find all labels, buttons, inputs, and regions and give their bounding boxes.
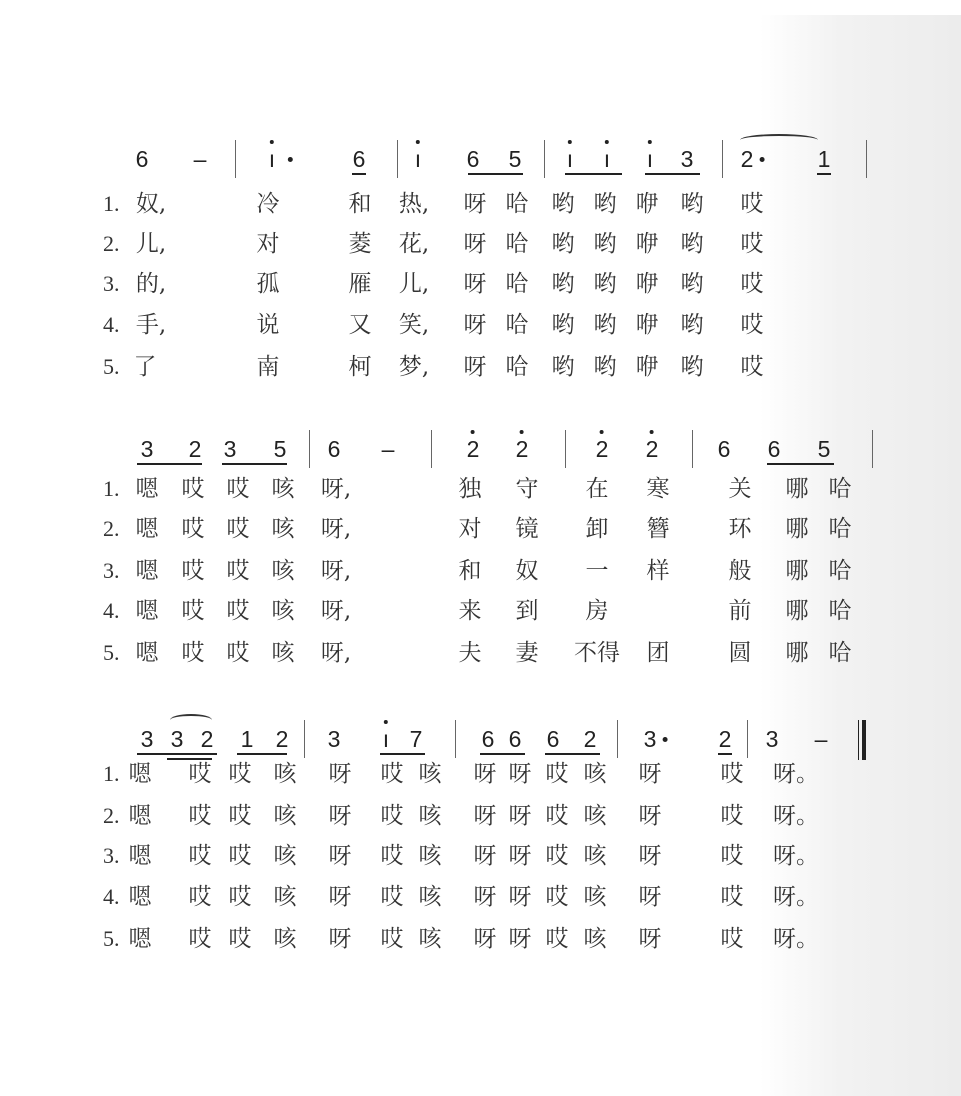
lyric-word: 前: [728, 598, 752, 624]
lyric-word: 呀: [473, 843, 497, 869]
lyric-word: 哎: [740, 191, 764, 217]
verse-number: 2.: [103, 231, 120, 256]
lyric-word: 呀: [328, 761, 352, 787]
note-6: 6: [546, 726, 560, 752]
lyric-word: 孤: [256, 271, 280, 297]
lyric-word: 呀: [473, 803, 497, 829]
lyric-word: 呀: [473, 926, 497, 952]
note-6: 6: [466, 146, 480, 172]
note-i: ı: [567, 148, 573, 171]
lyric-word: 嗯: [128, 761, 152, 787]
note-3: 3: [140, 726, 154, 752]
final-barline-thin: [858, 720, 859, 760]
note-2: 2: [741, 148, 754, 171]
lyric-word: 嗯: [128, 926, 152, 952]
lyric-word: 哎: [545, 843, 569, 869]
lyric-word: 呀,: [320, 640, 352, 666]
note-2: 2: [188, 436, 202, 462]
verse-number: 3.: [103, 271, 120, 296]
lyric-word: 哎: [380, 803, 404, 829]
lyric-word: 哎: [740, 312, 764, 338]
lyric-word: 呀,: [320, 598, 352, 624]
lyric-word: 哎: [545, 884, 569, 910]
lyric-word: 咳: [583, 884, 607, 910]
note-3: 3: [140, 436, 154, 462]
note-5: 5: [508, 146, 522, 172]
lyric-word: 手,: [135, 312, 167, 338]
lyric-word: 哪: [785, 640, 809, 666]
lyric-word: 咿: [635, 312, 659, 338]
barline: [235, 140, 236, 178]
note-1: 1: [817, 146, 831, 172]
lyric-word: 哈: [505, 191, 529, 217]
lyric-word: 呀: [463, 312, 487, 338]
lyric-word: 哎: [181, 558, 205, 584]
lyric-word: 的,: [135, 271, 167, 297]
octave-dot-above: [471, 430, 475, 434]
lyric-word: 哪: [785, 558, 809, 584]
verse-number: 2.: [103, 803, 120, 828]
verse-number: 1.: [103, 191, 120, 216]
lyric-word: 说: [256, 312, 280, 338]
lyric-word: 哎: [226, 640, 250, 666]
note-5: 5: [273, 436, 287, 462]
barline: [397, 140, 398, 178]
lyric-word: 哎: [380, 884, 404, 910]
lyric-word: 哈: [505, 271, 529, 297]
lyric-word: 哎: [228, 884, 252, 910]
lyric-word: 哎: [720, 884, 744, 910]
lyric-word: 哪: [785, 598, 809, 624]
octave-dot-above: [384, 720, 388, 724]
barline: [866, 140, 867, 178]
lyric-word: 哎: [228, 843, 252, 869]
lyric-word: 咳: [583, 926, 607, 952]
lyric-word: 哟: [551, 231, 575, 257]
note-i: ı: [383, 728, 389, 751]
verse-number: 4.: [103, 312, 120, 337]
lyric-word: 呀: [463, 354, 487, 380]
lyric-word: 呀: [463, 191, 487, 217]
barline: [692, 430, 693, 468]
lyric-word: 哟: [551, 271, 575, 297]
lyric-word: 呀: [638, 761, 662, 787]
note-i: ı: [604, 148, 610, 171]
octave-dot-above: [605, 140, 609, 144]
lyric-word: 咿: [635, 354, 659, 380]
lyric-word: 哈: [505, 354, 529, 380]
lyric-word: 妻: [515, 640, 539, 666]
lyric-word: 哎: [181, 640, 205, 666]
beam-underline: [237, 753, 287, 755]
note-2: 2: [200, 726, 214, 752]
lyric-word: 哎: [380, 926, 404, 952]
lyric-word: 呀: [638, 843, 662, 869]
lyric-word: 呀: [508, 843, 532, 869]
lyric-word: 哎: [720, 761, 744, 787]
lyric-word: 一: [585, 558, 609, 584]
lyric-word: 哎: [228, 926, 252, 952]
barline: [565, 430, 566, 468]
lyric-word: 哟: [593, 354, 617, 380]
lyric-word: 冷: [256, 191, 280, 217]
lyric-word: 笑,: [398, 312, 430, 338]
lyric-word: 守: [515, 476, 539, 502]
lyric-word: 哟: [680, 231, 704, 257]
verse-number: 5.: [103, 926, 120, 951]
verse-number: 5.: [103, 640, 120, 665]
lyric-word: 呀,: [320, 516, 352, 542]
lyric-word: 哎: [740, 231, 764, 257]
lyric-word: 哈: [505, 231, 529, 257]
lyric-word: 哎: [380, 843, 404, 869]
lyric-word: 不得: [574, 640, 620, 666]
lyric-word: 哪: [785, 516, 809, 542]
lyric-word: 哟: [680, 271, 704, 297]
lyric-word: 嗯: [135, 476, 159, 502]
lyric-word: 梦,: [398, 354, 430, 380]
lyric-word: 咿: [635, 231, 659, 257]
lyric-word: 哎: [545, 803, 569, 829]
lyric-word: 哎: [228, 761, 252, 787]
lyric-word: 哎: [188, 843, 212, 869]
lyric-word: 呀: [328, 884, 352, 910]
lyric-word: 咳: [273, 761, 297, 787]
lyric-word: 来: [458, 598, 482, 624]
lyric-word: 圆: [728, 640, 752, 666]
lyric-word: 咳: [418, 803, 442, 829]
lyric-word: 团: [646, 640, 670, 666]
lyric-word: 咳: [271, 598, 295, 624]
octave-dot-above: [520, 430, 524, 434]
sustain-dash: –: [381, 436, 395, 462]
lyric-word: 呀: [508, 803, 532, 829]
note-2: 2: [646, 438, 659, 461]
lyric-word: 对: [458, 516, 482, 542]
beam-underline: [222, 463, 287, 465]
sustain-dash: –: [193, 146, 207, 172]
lyric-word: 镜: [515, 516, 539, 542]
final-barline-thick: [862, 720, 866, 760]
lyric-word: 咳: [418, 761, 442, 787]
beam-underline: [767, 463, 834, 465]
lyric-word: 菱: [348, 231, 372, 257]
lyric-word: 和: [348, 191, 372, 217]
lyric-word: 哟: [593, 231, 617, 257]
barline: [722, 140, 723, 178]
barline: [309, 430, 310, 468]
verse-number: 3.: [103, 558, 120, 583]
note-1: 1: [240, 726, 254, 752]
octave-dot-above: [270, 140, 274, 144]
lyric-word: 儿,: [398, 271, 430, 297]
lyric-word: 哈: [505, 312, 529, 338]
verse-number: 1.: [103, 761, 120, 786]
lyric-word: 花,: [398, 231, 430, 257]
note-i: ı: [269, 148, 275, 171]
beam-underline: [645, 173, 700, 175]
barline: [872, 430, 873, 468]
lyric-word: 哪: [785, 476, 809, 502]
lyric-word: 哎: [188, 884, 212, 910]
note-2: 2: [718, 726, 732, 752]
lyric-word: 哈: [828, 598, 852, 624]
octave-dot-above: [648, 140, 652, 144]
beam-underline: [480, 753, 525, 755]
lyric-word: 奴: [515, 558, 539, 584]
lyric-word: 咳: [273, 884, 297, 910]
note-2: 2: [467, 438, 480, 461]
lyric-word: 呀: [463, 231, 487, 257]
lyric-word: 咳: [271, 516, 295, 542]
lyric-word: 儿,: [135, 231, 167, 257]
beam-underline: [718, 753, 732, 755]
lyric-word: 对: [256, 231, 280, 257]
lyric-word: 哎: [228, 803, 252, 829]
lyric-word: 咳: [273, 803, 297, 829]
lyric-word: 嗯: [135, 516, 159, 542]
lyric-word: 哎: [181, 598, 205, 624]
lyric-word: 嗯: [128, 884, 152, 910]
lyric-word: 南: [256, 354, 280, 380]
octave-dot-above: [650, 430, 654, 434]
verse-number: 2.: [103, 516, 120, 541]
lyric-word: 咳: [583, 843, 607, 869]
octave-dot-above: [600, 430, 604, 434]
lyric-word: 哎: [226, 476, 250, 502]
lyric-word: 了: [133, 354, 157, 380]
lyric-word: 寒: [646, 476, 670, 502]
lyric-word: 咳: [583, 803, 607, 829]
lyric-word: 哎: [188, 803, 212, 829]
note-3: 3: [644, 728, 657, 751]
lyric-word: 呀: [473, 761, 497, 787]
lyric-word: 咿: [635, 271, 659, 297]
lyric-word: 样: [646, 558, 670, 584]
note-2: 2: [583, 726, 597, 752]
lyric-word: 哎: [226, 598, 250, 624]
beam-underline: [545, 753, 600, 755]
beam-underline: [380, 753, 425, 755]
lyric-word: 呀: [473, 884, 497, 910]
beam-underline: [565, 173, 622, 175]
lyric-word: 咳: [271, 640, 295, 666]
lyric-word: 哎: [545, 761, 569, 787]
note-i: ı: [647, 148, 653, 171]
note-3: 3: [327, 726, 341, 752]
lyric-word: 呀,: [320, 558, 352, 584]
note-2: 2: [516, 438, 529, 461]
note-i: ı: [415, 148, 421, 171]
lyric-word: 哟: [551, 191, 575, 217]
note-2: 2: [275, 726, 289, 752]
lyric-word: 房: [585, 598, 609, 624]
lyric-word: 哎: [226, 558, 250, 584]
beam-underline: [137, 463, 202, 465]
lyric-word: 嗯: [135, 640, 159, 666]
lyric-word: 嗯: [135, 598, 159, 624]
lyric-word: 呀。: [773, 803, 819, 829]
lyric-word: 呀: [508, 761, 532, 787]
verse-number: 1.: [103, 476, 120, 501]
note-6: 6: [352, 146, 366, 172]
lyric-word: 哟: [593, 271, 617, 297]
lyric-word: 哎: [226, 516, 250, 542]
note-6: 6: [327, 436, 341, 462]
lyric-word: 咳: [583, 761, 607, 787]
barline: [544, 140, 545, 178]
verse-number: 4.: [103, 884, 120, 909]
tie-slur: [740, 134, 818, 146]
note-6: 6: [767, 436, 781, 462]
note-5: 5: [817, 436, 831, 462]
lyric-word: 哈: [828, 516, 852, 542]
tie-slur: [170, 714, 212, 726]
barline: [747, 720, 748, 758]
barline: [455, 720, 456, 758]
lyric-word: 嗯: [135, 558, 159, 584]
lyric-word: 哟: [680, 312, 704, 338]
lyric-word: 呀: [508, 884, 532, 910]
lyric-word: 哎: [380, 761, 404, 787]
lyric-word: 哎: [740, 271, 764, 297]
lyric-word: 哎: [181, 516, 205, 542]
lyric-word: 咳: [273, 926, 297, 952]
lyric-word: 咿: [635, 191, 659, 217]
note-3: 3: [223, 436, 237, 462]
beam-underline: [137, 753, 217, 755]
verse-number: 3.: [103, 843, 120, 868]
lyric-word: 咳: [418, 884, 442, 910]
lyric-word: 呀: [328, 926, 352, 952]
lyric-word: 热,: [398, 191, 430, 217]
lyric-word: 呀: [638, 803, 662, 829]
barline: [304, 720, 305, 758]
lyric-word: 呀。: [773, 884, 819, 910]
lyric-word: 雁: [348, 271, 372, 297]
lyric-word: 哎: [181, 476, 205, 502]
note-2: 2: [596, 438, 609, 461]
lyric-word: 哈: [828, 640, 852, 666]
beam-underline: [468, 173, 523, 175]
lyric-word: 哎: [188, 761, 212, 787]
lyric-word: 嗯: [128, 803, 152, 829]
lyric-word: 咳: [271, 558, 295, 584]
lyric-word: 般: [728, 558, 752, 584]
beam-underline: [167, 758, 212, 760]
lyric-word: 呀: [638, 926, 662, 952]
lyric-word: 在: [585, 476, 609, 502]
lyric-word: 呀。: [773, 761, 819, 787]
beam-underline: [352, 173, 366, 175]
lyric-word: 呀。: [773, 843, 819, 869]
lyric-word: 到: [515, 598, 539, 624]
lyric-word: 哟: [551, 354, 575, 380]
lyric-word: 哎: [720, 803, 744, 829]
augmentation-dot: [760, 157, 765, 162]
verse-number: 5.: [103, 354, 120, 379]
lyric-word: 呀: [463, 271, 487, 297]
note-3: 3: [170, 726, 184, 752]
lyric-word: 呀: [328, 843, 352, 869]
note-6: 6: [481, 726, 495, 752]
lyric-word: 哟: [593, 312, 617, 338]
lyric-word: 簪: [646, 516, 670, 542]
lyric-word: 哟: [680, 354, 704, 380]
lyric-word: 嗯: [128, 843, 152, 869]
note-3: 3: [680, 146, 694, 172]
lyric-word: 咳: [418, 843, 442, 869]
verse-number: 4.: [103, 598, 120, 623]
lyric-word: 呀。: [773, 926, 819, 952]
lyric-word: 哈: [828, 558, 852, 584]
lyric-word: 咳: [271, 476, 295, 502]
lyric-word: 哎: [720, 926, 744, 952]
lyric-word: 哟: [593, 191, 617, 217]
lyric-word: 哈: [828, 476, 852, 502]
lyric-word: 呀: [328, 803, 352, 829]
barline: [431, 430, 432, 468]
lyric-word: 哟: [551, 312, 575, 338]
lyric-word: 咳: [418, 926, 442, 952]
lyric-word: 卸: [585, 516, 609, 542]
lyric-word: 夫: [458, 640, 482, 666]
lyric-word: 咳: [273, 843, 297, 869]
lyric-word: 呀: [508, 926, 532, 952]
lyric-word: 和: [458, 558, 482, 584]
note-7: 7: [409, 726, 423, 752]
lyric-word: 哎: [720, 843, 744, 869]
augmentation-dot: [288, 157, 293, 162]
lyric-word: 哎: [740, 354, 764, 380]
lyric-word: 哎: [545, 926, 569, 952]
lyric-word: 柯: [348, 354, 372, 380]
octave-dot-above: [568, 140, 572, 144]
lyric-word: 关: [728, 476, 752, 502]
augmentation-dot: [663, 737, 668, 742]
note-6: 6: [135, 146, 149, 172]
barline: [617, 720, 618, 758]
note-6: 6: [717, 436, 731, 462]
lyric-word: 呀,: [320, 476, 352, 502]
beam-underline: [817, 173, 831, 175]
note-6: 6: [508, 726, 522, 752]
lyric-word: 哟: [680, 191, 704, 217]
lyric-word: 环: [728, 516, 752, 542]
note-3: 3: [765, 726, 779, 752]
lyric-word: 哎: [188, 926, 212, 952]
lyric-word: 呀: [638, 884, 662, 910]
octave-dot-above: [416, 140, 420, 144]
lyric-word: 奴,: [135, 191, 167, 217]
lyric-word: 又: [348, 312, 372, 338]
sustain-dash: –: [814, 726, 828, 752]
lyric-word: 独: [458, 476, 482, 502]
